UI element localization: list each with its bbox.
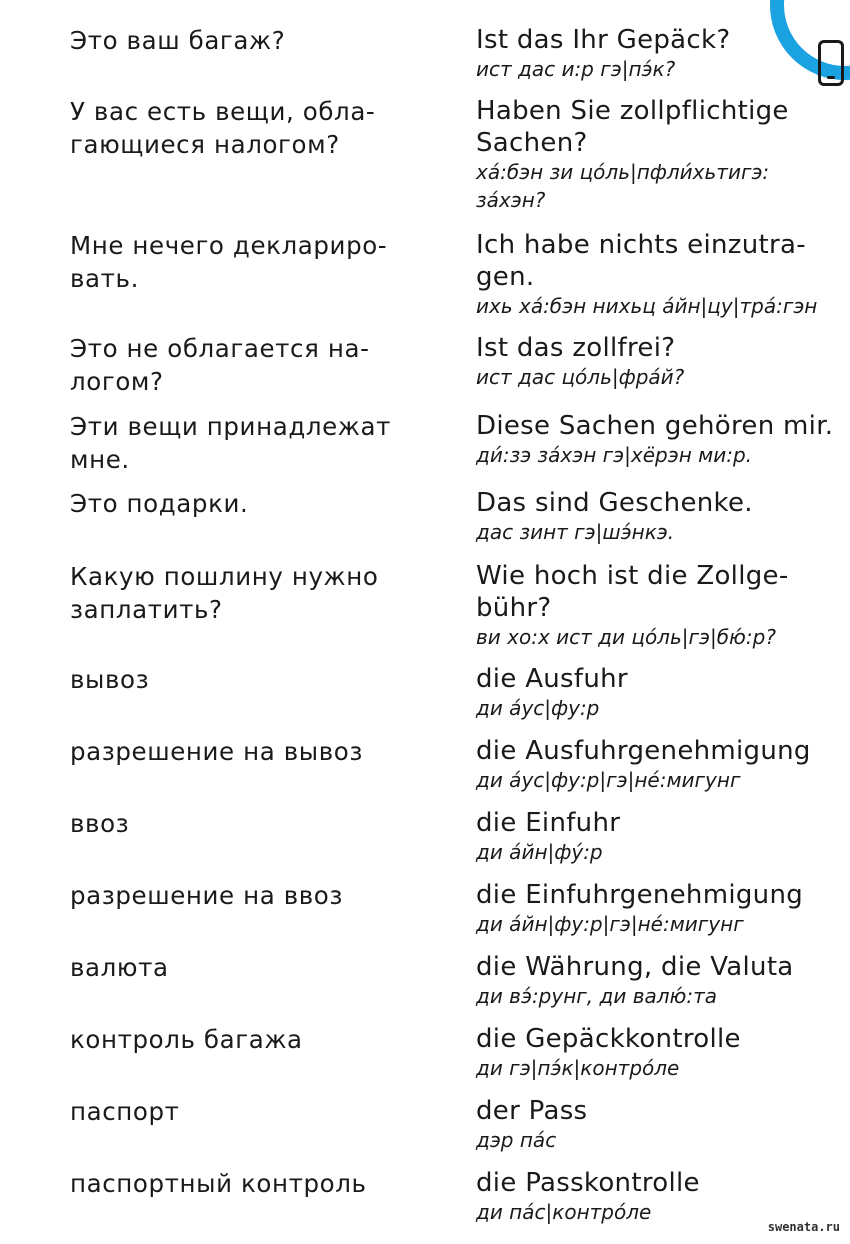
german-phrase: die Ausfuhrgenehmigung: [476, 736, 811, 766]
russian-phrase: Это подарки.: [70, 489, 249, 518]
german-phrase: der Pass: [476, 1096, 588, 1126]
transcription: ви хо:х ист ди цо́ль|гэ|бю́:р?: [476, 625, 776, 649]
german-phrase: Ist das zollfrei?: [476, 333, 676, 363]
russian-phrase: разрешение на ввоз: [70, 881, 344, 910]
german-phrase: die Einfuhr: [476, 808, 621, 838]
german-phrase: die Gepäckkontrolle: [476, 1024, 741, 1054]
watermark: swenata.ru: [767, 1220, 840, 1234]
transcription: ди вэ́:рунг, ди валю́:та: [476, 984, 718, 1008]
german-phrase: die Ausfuhr: [476, 664, 628, 694]
russian-phrase: Эти вещи принадлежат мне.: [70, 412, 391, 474]
transcription: ист дас и:р гэ|пэ́к?: [476, 57, 676, 81]
russian-phrase: Это ваш багаж?: [70, 26, 286, 55]
transcription: дэр па́с: [476, 1128, 557, 1152]
german-phrase: die Passkontrolle: [476, 1168, 700, 1198]
transcription: ист дас цо́ль|фра́й?: [476, 365, 685, 389]
german-phrase: Ich habe nichts einzutra- gen.: [476, 230, 806, 292]
german-phrase: Ist das Ihr Gepäck?: [476, 25, 731, 55]
russian-phrase: ввоз: [70, 809, 130, 838]
russian-phrase: разрешение на вывоз: [70, 737, 363, 766]
russian-phrase: контроль багажа: [70, 1025, 303, 1054]
transcription: ди па́с|контро́ле: [476, 1200, 652, 1224]
transcription: ихь ха́:бэн нихьц а́йн|цу|тра́:гэн: [476, 294, 818, 318]
german-phrase: Diese Sachen gehören mir.: [476, 411, 834, 441]
transcription: ди́:зэ за́хэн гэ|хёрэн ми:р.: [476, 443, 753, 467]
russian-phrase: валюта: [70, 953, 169, 982]
russian-phrase: вывоз: [70, 665, 150, 694]
german-phrase: Das sind Geschenke.: [476, 488, 753, 518]
russian-phrase: Мне нечего деклариро- вать.: [70, 231, 388, 293]
transcription: ди а́йн|фу́:р: [476, 840, 603, 864]
transcription: ди а́ус|фу:р: [476, 696, 600, 720]
russian-phrase: паспортный контроль: [70, 1169, 367, 1198]
transcription: ха́:бэн зи цо́ль|пфли́хьтигэ: за́хэн?: [476, 160, 770, 212]
german-phrase: die Währung, die Valuta: [476, 952, 794, 982]
german-phrase: Wie hoch ist die Zollge- bühr?: [476, 561, 789, 623]
russian-phrase: У вас есть вещи, обла- гающиеся налогом?: [70, 97, 376, 159]
german-phrase: die Einfuhrgenehmigung: [476, 880, 804, 910]
transcription: ди а́йн|фу:р|гэ|нé:мигунг: [476, 912, 744, 936]
transcription: ди а́ус|фу:р|гэ|нé:мигунг: [476, 768, 741, 792]
russian-phrase: Какую пошлину нужно заплатить?: [70, 562, 379, 624]
transcription: ди гэ|пэ́к|контро́ле: [476, 1056, 680, 1080]
russian-phrase: Это не облагается на- логом?: [70, 334, 370, 396]
russian-phrase: паспорт: [70, 1097, 180, 1126]
german-phrase: Haben Sie zollpflichtige Sachen?: [476, 96, 789, 158]
transcription: дас зинт гэ|шэ́нкэ.: [476, 520, 675, 544]
